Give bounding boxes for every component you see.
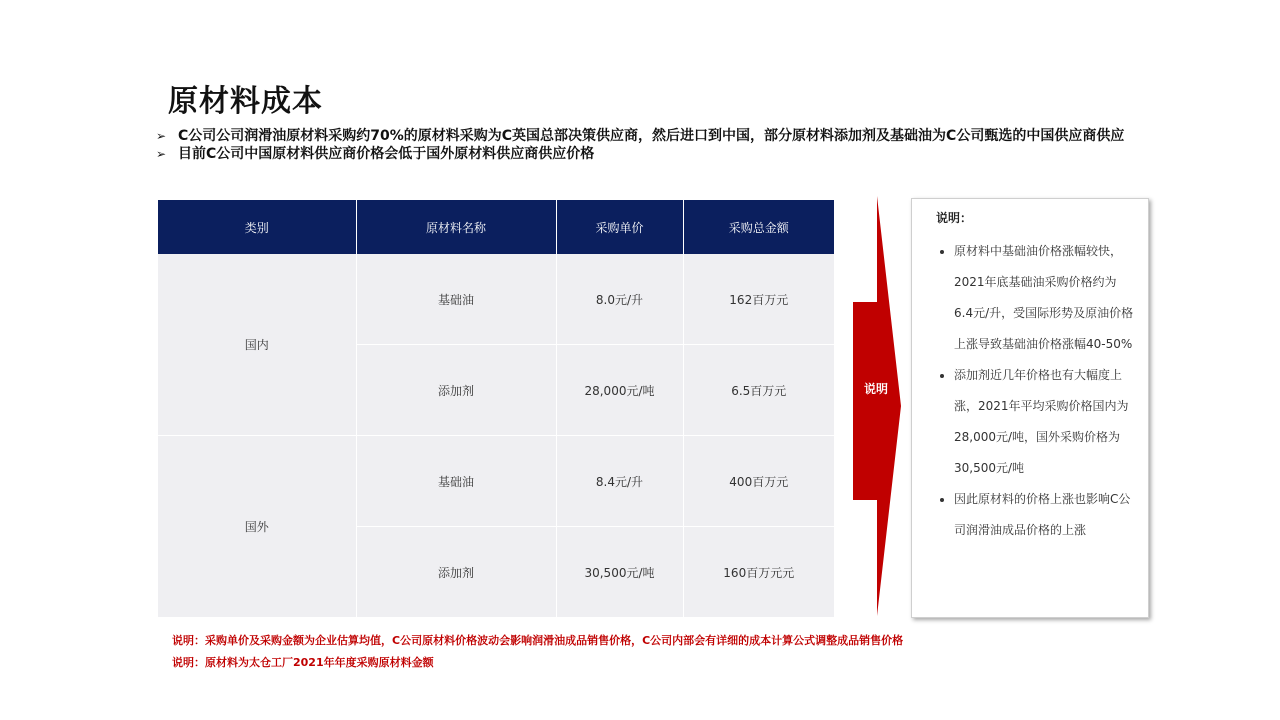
- header-material-name: 原材料名称: [356, 200, 556, 254]
- footnote-2: 说明：原材料为太仓工厂2021年年度采购原材料金额: [172, 656, 434, 669]
- arrow-bullet-icon: ➢: [156, 129, 167, 143]
- total-amount-cell: 6.5百万元: [683, 345, 834, 436]
- note-box: [911, 198, 1149, 618]
- table-header-row: [158, 200, 834, 254]
- header-category: 类别: [158, 200, 356, 254]
- bullet-list: [156, 128, 1166, 164]
- total-amount-cell: 160百万元元: [683, 527, 834, 618]
- category-cell: 国外: [158, 436, 356, 618]
- category-cell: 国内: [158, 254, 356, 436]
- bullet-text: 目前C公司中国原材料供应商价格会低于国外原材料供应商供应价格: [178, 146, 595, 162]
- note-item: • 原材料中基础油价格涨幅较快，2021年底基础油采购价格约为6.4元/升，受国际形势及原油价格上涨导致基础油价格涨幅40-50%: [954, 236, 1134, 360]
- total-amount-cell: 400百万元: [683, 436, 834, 527]
- bullet-text: C公司公司润滑油原材料采购约70%的原材料采购为C英国总部决策供应商，然后进口到中国，部分原材料添加剂及基础油为C公司甄选的中国供应商供应: [178, 128, 1125, 144]
- bullet-item: [156, 128, 1166, 145]
- bullet-item: [156, 146, 1166, 163]
- material-name-cell: 添加剂: [356, 527, 556, 618]
- header-total-amount: 采购总金额: [683, 200, 834, 254]
- header-unit-price: 采购单价: [556, 200, 683, 254]
- cost-table: [158, 200, 834, 618]
- unit-price-cell: 28,000元/吨: [556, 345, 683, 436]
- unit-price-cell: 30,500元/吨: [556, 527, 683, 618]
- note-item: • 添加剂近几年价格也有大幅度上涨，2021年平均采购价格国内为28,000元/吨，国外采购价格为30,500元/吨: [954, 360, 1134, 484]
- material-name-cell: 基础油: [356, 254, 556, 345]
- note-item: • 因此原材料的价格上涨也影响C公司润滑油成品价格的上涨: [954, 484, 1134, 546]
- total-amount-cell: 162百万元: [683, 254, 834, 345]
- arrow-bullet-icon: ➢: [156, 147, 167, 161]
- unit-price-cell: 8.4元/升: [556, 436, 683, 527]
- material-name-cell: 添加剂: [356, 345, 556, 436]
- note-title: 说明：: [936, 211, 973, 225]
- page-title: 原材料成本: [168, 84, 323, 119]
- footnote-1: 说明：采购单价及采购金额为企业估算均值，C公司原材料价格波动会影响润滑油成品销售价格，C公司内部会有详细的成本计算公式调整成品销售价格: [172, 634, 904, 647]
- material-name-cell: 基础油: [356, 436, 556, 527]
- unit-price-cell: 8.0元/升: [556, 254, 683, 345]
- note-list: [936, 236, 1134, 546]
- table-row: [158, 254, 834, 345]
- red-arrow-shape: [853, 196, 901, 616]
- table-row: [158, 436, 834, 527]
- arrow-label: 说明: [863, 382, 888, 396]
